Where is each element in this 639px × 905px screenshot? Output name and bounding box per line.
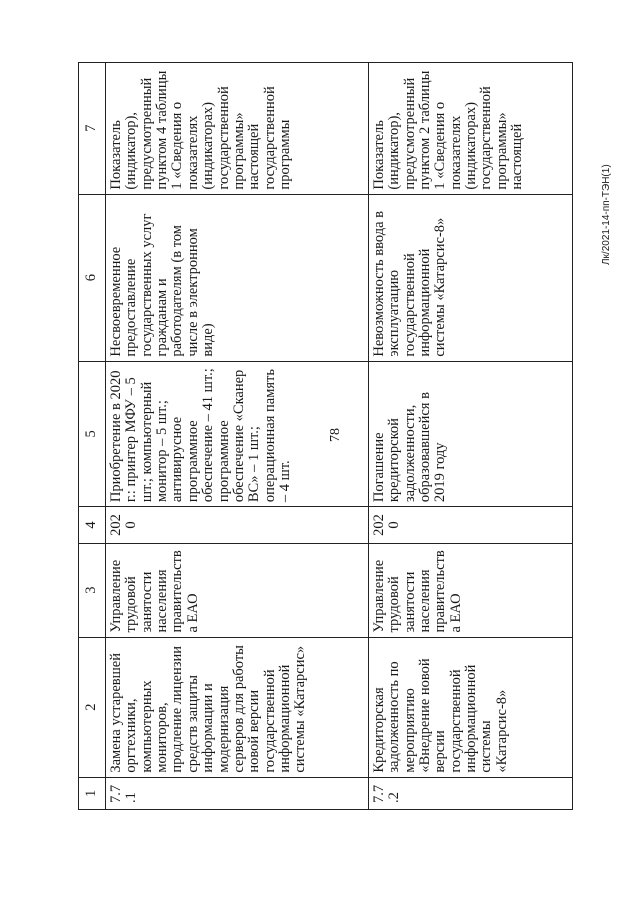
row-number: 7.7.1 [106,777,369,809]
table-row [368,63,572,810]
executor: Управление трудовой занятости населения правительства ЕАО [106,543,369,637]
related-indicator: Показатель (индикатор), предусмотренный пунктом 2 таблицы 1 «Сведения о показателях (индикаторах) государственной программы» настоящей [368,63,572,195]
expected-result: Приобретение в 2020 г.: принтер МФУ – 5 шт.; компьютерный монитор – 5 шт.; антивирусное программное обеспечение – 41 шт.; программное обеспечение «Сканер ВС» – 1 шт.; операционная память – 4 шт. [106,361,369,507]
related-indicator: Показатель (индикатор), предусмотренный пунктом 4 таблицы 1 «Сведения о показателях (индикаторах) государственной программы» настоящей государственной программы [106,63,369,195]
implementation-year: 2020 [368,507,572,544]
page-number: 78 [328,428,343,442]
expected-result: Погашение кредиторской задолженности, образовавшейся в 2019 году [368,361,572,507]
program-measures-table [78,62,573,810]
non-implementation-consequences: Несвоевременное предоставление государственных услуг гражданам и работодателям (в том числе в электронном виде) [106,194,369,361]
table-row [106,63,369,810]
column-header-3: 3 [79,543,106,637]
column-header-4: 4 [79,507,106,544]
column-header-1: 1 [79,777,106,809]
column-header-6: 6 [79,194,106,361]
measure-name: Замена устаревшей оргтехники, компьютерных мониторов, продление лицензии средств защиты информации и модернизация серверов для работы новой версии государственной информационной системы «Катарсис» [106,637,369,777]
implementation-year: 2020 [106,507,369,544]
measure-name: Кредиторская задолженность по мероприятию «Внедрение новой версии государственной информационной системы «Катарсис-8» [368,637,572,777]
executor: Управление трудовой занятости населения правительства ЕАО [368,543,572,637]
column-header-7: 7 [79,63,106,195]
column-header-2: 2 [79,637,106,777]
rotated-table-container [78,62,573,810]
non-implementation-consequences: Невозможность ввода в эксплуатацию государственной информационной системы «Катарсис-8» [368,194,572,361]
table-header-row [79,63,106,810]
document-code: Лк/2021-14-пп-ТЭН(1) [601,164,612,265]
column-header-5: 5 [79,361,106,507]
row-number: 7.7.2 [368,777,572,809]
